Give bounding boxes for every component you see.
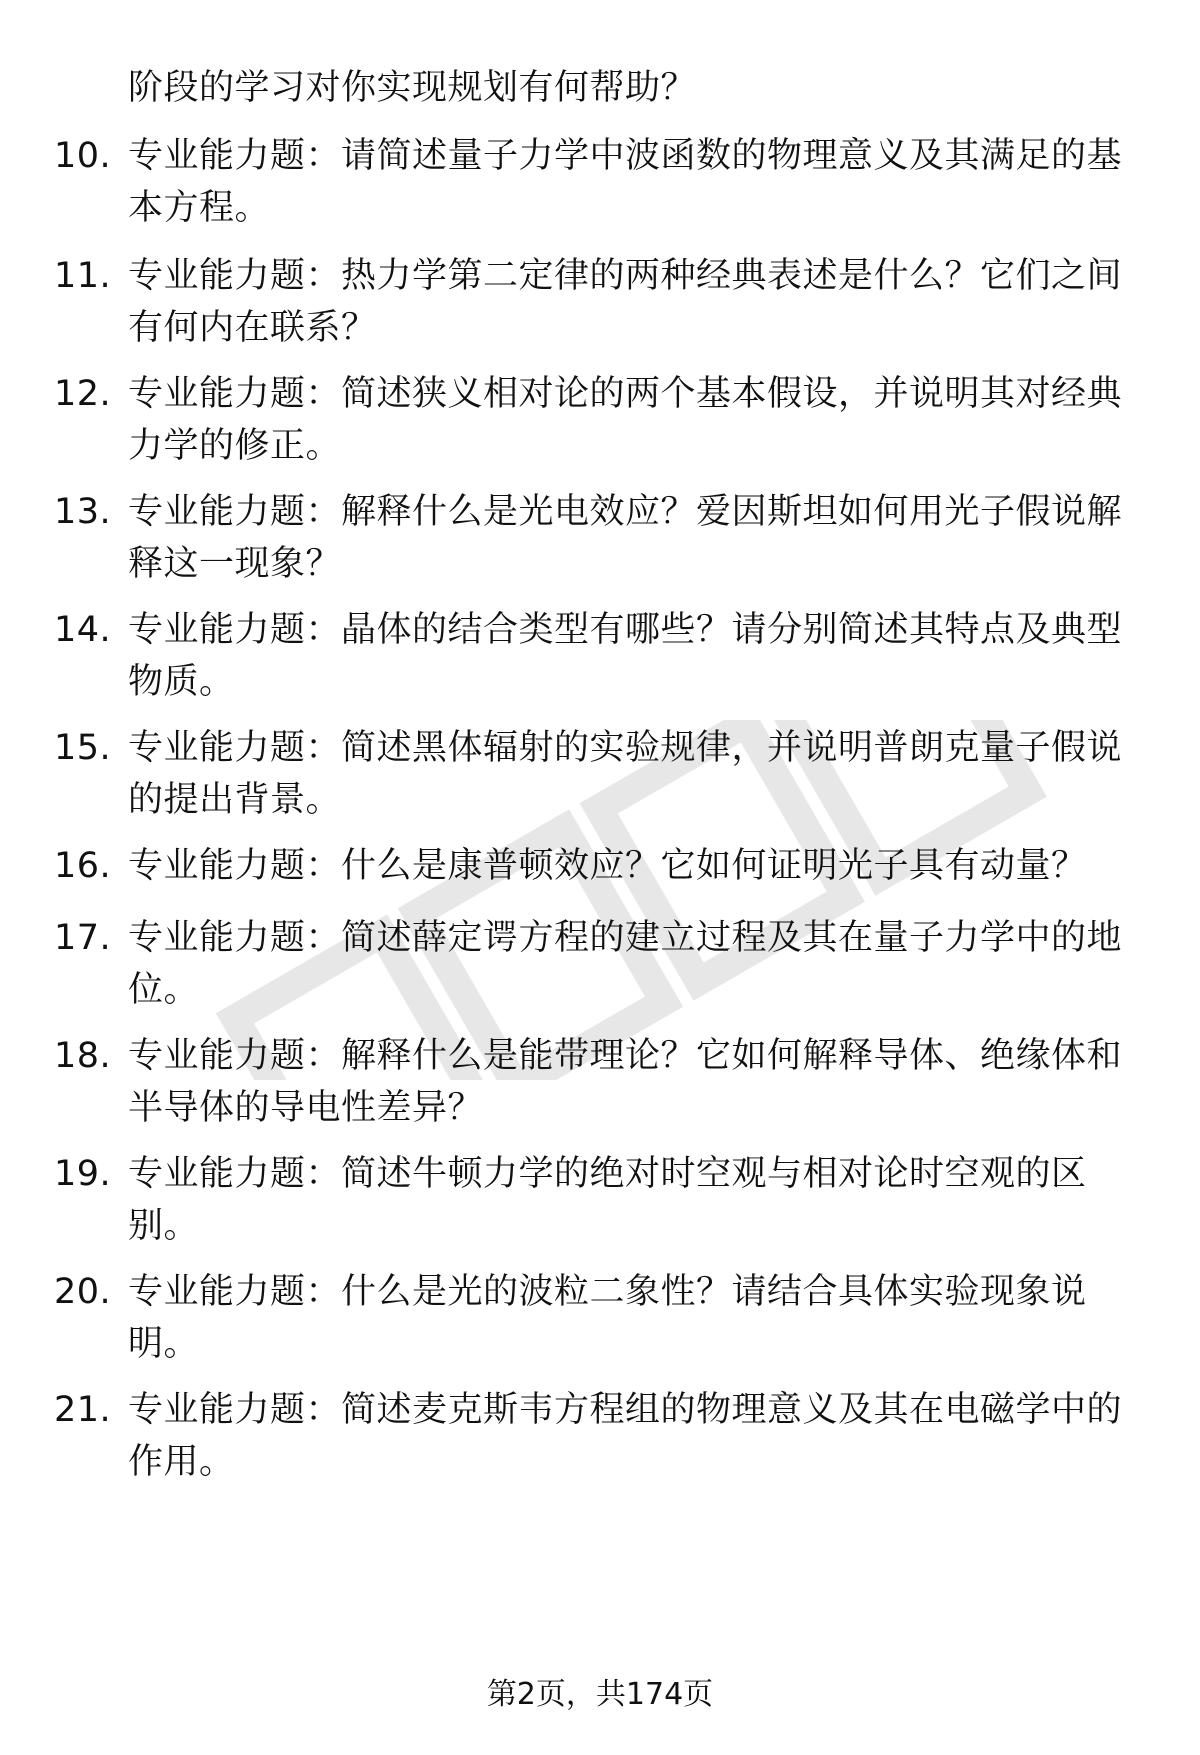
question-text — [128, 1148, 1138, 1252]
question-number: 20. — [54, 1272, 112, 1312]
question-line: 专业能力题：什么是光的波粒二象性？请结合具体实验现象说 — [128, 1272, 1087, 1312]
question-line: 专业能力题：解释什么是能带理论？它如何解释导体、绝缘体和 — [128, 1036, 1123, 1076]
question-line: 专业能力题：什么是康普顿效应？它如何证明光子具有动量？ — [128, 846, 1087, 886]
question-text — [128, 368, 1138, 472]
question-line: 物质。 — [128, 662, 235, 702]
question-text — [128, 486, 1138, 590]
question-line: 位。 — [128, 970, 200, 1010]
question-line: 作用。 — [128, 1442, 235, 1482]
question-line: 专业能力题：简述黑体辐射的实验规律，并说明普朗克量子假说 — [128, 728, 1123, 768]
question-text — [128, 1384, 1138, 1488]
question-text — [128, 912, 1138, 1016]
question-line: 有何内在联系？ — [128, 308, 377, 348]
question-number: 16. — [54, 846, 112, 886]
question-line: 专业能力题：解释什么是光电效应？爱因斯坦如何用光子假说解 — [128, 492, 1123, 532]
question-text — [128, 840, 1138, 892]
question-text — [128, 1266, 1138, 1370]
question-line: 力学的修正。 — [128, 426, 342, 466]
question-line: 明。 — [128, 1324, 200, 1364]
question-number: 15. — [54, 728, 112, 768]
question-number: 10. — [54, 136, 112, 176]
question-number: 13. — [54, 492, 112, 532]
question-line: 别。 — [128, 1206, 200, 1246]
question-line: 专业能力题：热力学第二定律的两种经典表述是什么？它们之间 — [128, 256, 1123, 296]
question-text — [128, 722, 1138, 826]
question-line: 释这一现象？ — [128, 544, 342, 584]
question-line: 半导体的导电性差异？ — [128, 1088, 484, 1128]
question-number: 12. — [54, 374, 112, 414]
question-number: 21. — [54, 1390, 112, 1430]
question-number: 11. — [54, 256, 112, 296]
continued-question-text: 阶段的学习对你实现规划有何帮助？ — [128, 68, 697, 108]
question-line: 专业能力题：晶体的结合类型有哪些？请分别简述其特点及典型 — [128, 610, 1123, 650]
question-line: 专业能力题：简述牛顿力学的绝对时空观与相对论时空观的区 — [128, 1154, 1087, 1194]
question-line: 本方程。 — [128, 188, 271, 228]
question-line: 专业能力题：简述麦克斯韦方程组的物理意义及其在电磁学中的 — [128, 1390, 1123, 1430]
question-number: 18. — [54, 1036, 112, 1076]
page-number-footer: 第2页，共174页 — [486, 1677, 714, 1712]
question-line: 专业能力题：简述狭义相对论的两个基本假设，并说明其对经典 — [128, 374, 1123, 414]
question-text — [128, 130, 1138, 234]
question-line: 的提出背景。 — [128, 780, 342, 820]
question-text — [128, 1030, 1138, 1134]
question-number: 19. — [54, 1154, 112, 1194]
question-line: 专业能力题：请简述量子力学中波函数的物理意义及其满足的基 — [128, 136, 1123, 176]
question-text — [128, 604, 1138, 708]
question-line: 专业能力题：简述薛定谔方程的建立过程及其在量子力学中的地 — [128, 918, 1123, 958]
question-number: 17. — [54, 918, 112, 958]
question-text — [128, 250, 1138, 354]
question-number: 14. — [54, 610, 112, 650]
